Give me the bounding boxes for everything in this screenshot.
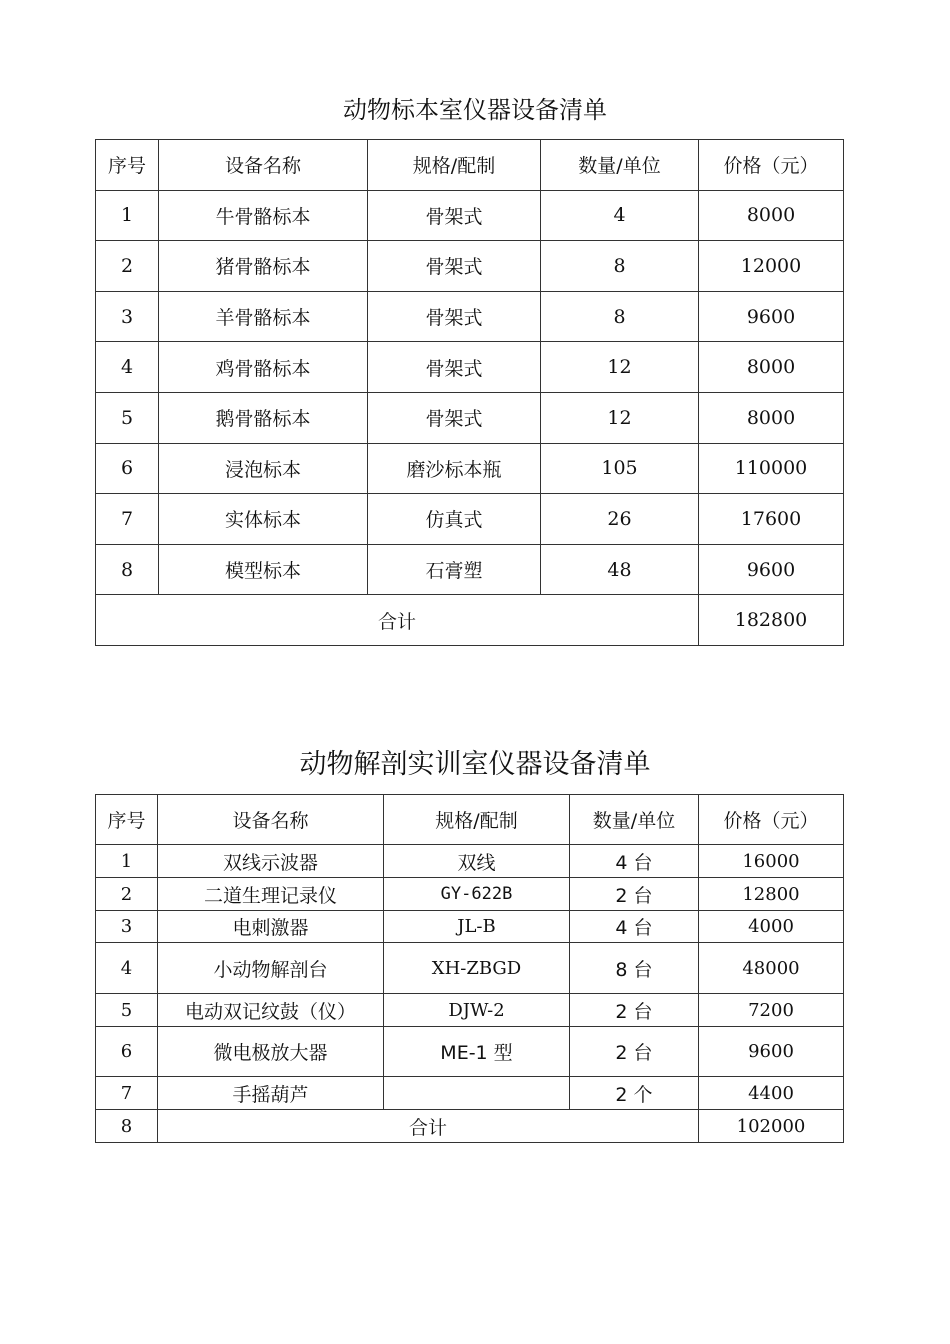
row-index: 4 — [96, 342, 159, 393]
specification: 骨架式 — [368, 392, 541, 443]
table-row — [96, 342, 844, 393]
row-index: 5 — [96, 392, 159, 443]
price: 16000 — [699, 845, 844, 878]
total-label: 合计 — [96, 595, 699, 646]
equipment-name: 鸡骨骼标本 — [159, 342, 368, 393]
header-cell: 价格（元） — [699, 140, 844, 191]
table-row — [96, 1027, 844, 1077]
specification: 双线 — [384, 845, 570, 878]
header-cell: 价格（元） — [699, 795, 844, 845]
row-index: 7 — [96, 494, 159, 545]
price: 110000 — [699, 443, 844, 494]
table-row — [96, 443, 844, 494]
table-row — [96, 241, 844, 292]
equipment-name: 微电极放大器 — [158, 1027, 384, 1077]
header-cell: 设备名称 — [158, 795, 384, 845]
equipment-name: 羊骨骼标本 — [159, 291, 368, 342]
row-index: 7 — [96, 1077, 158, 1110]
total-value: 102000 — [699, 1110, 844, 1143]
table-total-row — [96, 1110, 844, 1143]
table-row — [96, 291, 844, 342]
specification: 石膏塑 — [368, 544, 541, 595]
equipment-table-dissection-room — [95, 794, 844, 1143]
table-row — [96, 845, 844, 878]
header-cell: 数量/单位 — [570, 795, 699, 845]
header-cell: 规格/配制 — [368, 140, 541, 191]
table-header-row — [96, 140, 844, 191]
quantity: 4 — [541, 190, 699, 241]
table1-title: 动物标本室仪器设备清单 — [343, 96, 607, 124]
quantity: 4 台 — [570, 911, 699, 943]
row-index: 6 — [96, 443, 159, 494]
row-index: 8 — [96, 544, 159, 595]
price: 7200 — [699, 994, 844, 1027]
specification: DJW-2 — [384, 994, 570, 1027]
header-cell: 规格/配制 — [384, 795, 570, 845]
row-index: 1 — [96, 845, 158, 878]
equipment-name: 牛骨骼标本 — [159, 190, 368, 241]
price: 9600 — [699, 1027, 844, 1077]
header-cell: 序号 — [96, 795, 158, 845]
specification: 骨架式 — [368, 190, 541, 241]
quantity: 105 — [541, 443, 699, 494]
row-index: 3 — [96, 911, 158, 943]
header-cell: 数量/单位 — [541, 140, 699, 191]
table-row — [96, 994, 844, 1027]
quantity: 8 — [541, 241, 699, 292]
quantity: 12 — [541, 342, 699, 393]
total-label: 合计 — [158, 1110, 699, 1143]
equipment-name: 小动物解剖台 — [158, 943, 384, 994]
row-index: 3 — [96, 291, 159, 342]
table-row — [96, 544, 844, 595]
specification: 骨架式 — [368, 342, 541, 393]
specification: XH-ZBGD — [384, 943, 570, 994]
quantity: 12 — [541, 392, 699, 443]
equipment-name: 二道生理记录仪 — [158, 878, 384, 911]
price: 8000 — [699, 392, 844, 443]
price: 8000 — [699, 342, 844, 393]
equipment-name: 猪骨骼标本 — [159, 241, 368, 292]
row-index: 2 — [96, 241, 159, 292]
equipment-name: 鹅骨骼标本 — [159, 392, 368, 443]
equipment-name: 浸泡标本 — [159, 443, 368, 494]
quantity: 8 — [541, 291, 699, 342]
price: 12000 — [699, 241, 844, 292]
specification: 仿真式 — [368, 494, 541, 545]
quantity: 2 台 — [570, 994, 699, 1027]
price: 8000 — [699, 190, 844, 241]
quantity: 26 — [541, 494, 699, 545]
row-index: 4 — [96, 943, 158, 994]
price: 9600 — [699, 291, 844, 342]
equipment-name: 模型标本 — [159, 544, 368, 595]
price: 9600 — [699, 544, 844, 595]
quantity: 2 个 — [570, 1077, 699, 1110]
specification: GY-622B — [384, 878, 570, 911]
price: 17600 — [699, 494, 844, 545]
equipment-name: 电动双记纹鼓（仪） — [158, 994, 384, 1027]
table-row — [96, 943, 844, 994]
specification: 骨架式 — [368, 241, 541, 292]
quantity: 4 台 — [570, 845, 699, 878]
specification — [384, 1077, 570, 1110]
specification: 磨沙标本瓶 — [368, 443, 541, 494]
equipment-name: 手摇葫芦 — [158, 1077, 384, 1110]
table-row — [96, 190, 844, 241]
row-index: 8 — [96, 1110, 158, 1143]
equipment-table-specimen-room — [95, 139, 844, 646]
table-header-row — [96, 795, 844, 845]
total-value: 182800 — [699, 595, 844, 646]
price: 4400 — [699, 1077, 844, 1110]
quantity: 2 台 — [570, 878, 699, 911]
table2-title: 动物解剖实训室仪器设备清单 — [299, 749, 651, 780]
price: 4000 — [699, 911, 844, 943]
table-row — [96, 878, 844, 911]
price: 48000 — [699, 943, 844, 994]
row-index: 1 — [96, 190, 159, 241]
row-index: 2 — [96, 878, 158, 911]
price: 12800 — [699, 878, 844, 911]
equipment-name: 双线示波器 — [158, 845, 384, 878]
table-row — [96, 392, 844, 443]
header-cell: 序号 — [96, 140, 159, 191]
specification: 骨架式 — [368, 291, 541, 342]
table-row — [96, 911, 844, 943]
quantity: 2 台 — [570, 1027, 699, 1077]
specification: JL-B — [384, 911, 570, 943]
equipment-name: 实体标本 — [159, 494, 368, 545]
row-index: 5 — [96, 994, 158, 1027]
table-total-row — [96, 595, 844, 646]
header-cell: 设备名称 — [159, 140, 368, 191]
table-row — [96, 494, 844, 545]
table-row — [96, 1077, 844, 1110]
row-index: 6 — [96, 1027, 158, 1077]
specification: ME-1 型 — [384, 1027, 570, 1077]
quantity: 48 — [541, 544, 699, 595]
equipment-name: 电刺激器 — [158, 911, 384, 943]
quantity: 8 台 — [570, 943, 699, 994]
